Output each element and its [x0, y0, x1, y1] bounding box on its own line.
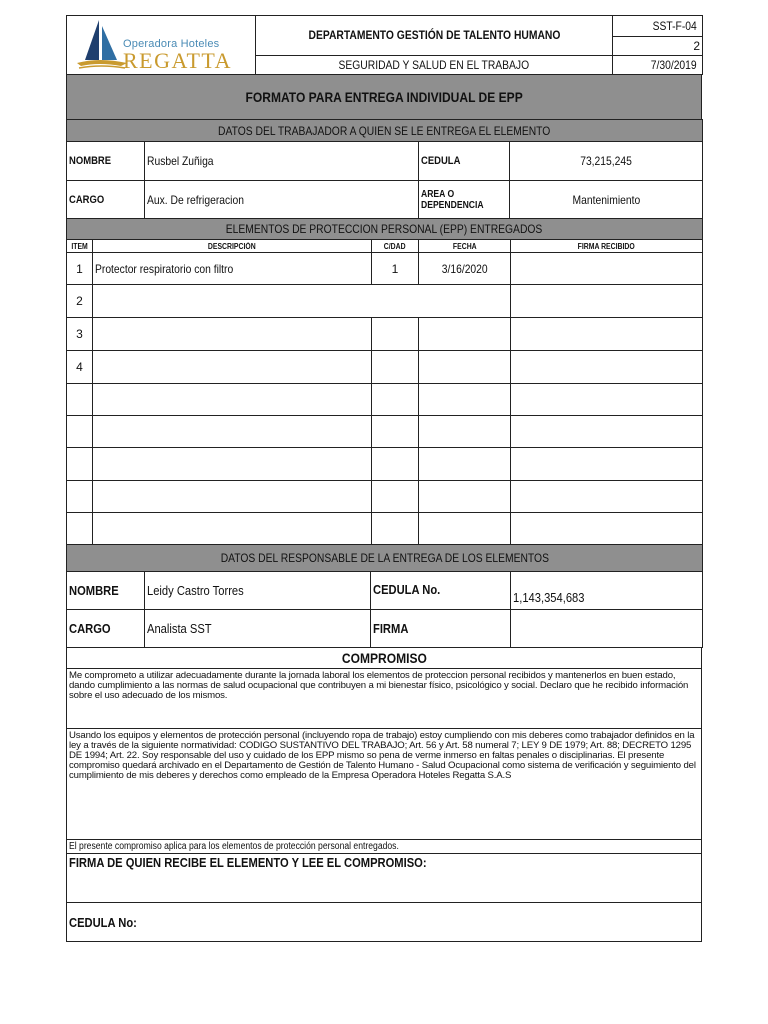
commitment-table [66, 647, 702, 942]
responsible-name-value: Leidy Castro Torres [145, 572, 371, 610]
responsible-signature-field [511, 610, 703, 648]
table-row [67, 481, 703, 513]
receiver-signature-field: FIRMA DE QUIEN RECIBE EL ELEMENTO Y LEE EL COMPROMISO: [67, 854, 702, 903]
row-description [93, 351, 372, 384]
row-quantity: 1 [372, 253, 419, 285]
epp-section-title: ELEMENTOS DE PROTECCION PERSONAL (EPP) ENTREGADOS [67, 219, 703, 240]
responsible-section-title: DATOS DEL RESPONSABLE DE LA ENTREGA DE LOS ELEMENTOS [67, 545, 703, 572]
col-item-header: ITEM [67, 240, 93, 253]
worker-dept-label: AREA O DEPENDENCIA [419, 181, 510, 219]
col-signature-header: FIRMA RECIBIDO [511, 240, 703, 253]
logo-text-top: Operadora Hoteles [123, 38, 220, 50]
company-logo [67, 16, 256, 75]
table-row [67, 513, 703, 545]
header-table [66, 15, 703, 75]
responsible-name-label: NOMBRE [67, 572, 145, 610]
epp-delivery-form [66, 15, 702, 942]
row-signature [511, 253, 703, 285]
col-date-header: FECHA [419, 240, 511, 253]
area-title: SEGURIDAD Y SALUD EN EL TRABAJO [256, 55, 613, 74]
row-description: Protector respiratorio con filtro [93, 253, 372, 285]
epp-table [66, 218, 703, 545]
worker-dept-value: Mantenimiento [510, 181, 703, 219]
document-code: SST-F-04 [613, 16, 703, 37]
worker-id-value: 73,215,245 [510, 142, 703, 181]
worker-role-label: CARGO [67, 181, 145, 219]
document-date: 7/30/2019 [613, 55, 703, 74]
row-date [419, 318, 511, 351]
department-title: DEPARTAMENTO GESTIÓN DE TALENTO HUMANO [256, 16, 613, 56]
row-signature [511, 318, 703, 351]
responsible-id-value: 1,143,354,683 [511, 572, 703, 610]
worker-section-title: DATOS DEL TRABAJADOR A QUIEN SE LE ENTREGA EL ELEMENTO [67, 120, 703, 142]
commitment-title: COMPROMISO [67, 648, 702, 669]
receiver-id-field: CEDULA No: [67, 903, 702, 942]
table-row [67, 318, 703, 351]
row-quantity [372, 351, 419, 384]
worker-name-label: NOMBRE [67, 142, 145, 181]
row-item: 1 [67, 253, 93, 285]
table-row [67, 285, 703, 318]
document-version: 2 [613, 37, 703, 55]
commitment-applies-note: El presente compromiso aplica para los elementos de protección personal entregados. [67, 840, 702, 854]
logo-text-main: REGATTA [123, 48, 232, 73]
form-title-table [66, 74, 702, 120]
row-description [93, 318, 372, 351]
table-row [67, 416, 703, 448]
table-row [67, 448, 703, 481]
table-row [67, 384, 703, 416]
table-row [67, 253, 703, 285]
worker-role-value: Aux. De refrigeracion [145, 181, 419, 219]
row-quantity [372, 318, 419, 351]
responsible-signature-label: FIRMA [371, 610, 511, 648]
responsible-id-label: CEDULA No. [371, 572, 511, 610]
row-signature [511, 285, 703, 318]
row-item: 3 [67, 318, 93, 351]
responsible-table [66, 544, 703, 648]
responsible-role-label: CARGO [67, 610, 145, 648]
table-row [67, 351, 703, 384]
row-date [419, 351, 511, 384]
col-quantity-header: C/DAD [372, 240, 419, 253]
sailboat-icon [71, 16, 131, 74]
row-item: 4 [67, 351, 93, 384]
row-signature [511, 351, 703, 384]
row-description [93, 285, 511, 318]
row-date: 3/16/2020 [419, 253, 511, 285]
commitment-paragraph-2: Usando los equipos y elementos de protección personal (incluyendo ropa de trabajo) estoy cumpliendo con mis deberes como trabajador definidos en la ley a través de la siguiente normatividad: CODIGO SUSTANTIVO DEL TRABAJO; Art. 56 y Art. 58 numeral 7; LEY 9 DE 1979; Art. 88; DECRETO 1295 DE 1994; Art. 22. Soy responsable del uso y cuidado de los EPP mismo so pena de verme inmerso en faltas penales o disciplinarias. El presente compromiso quedará archivado en el Departamento de Gestión de Talento Humano - Salud Ocupacional como sistema de verificación y seguimiento del cumplimiento de mis deberes y derechos como empleado de la Empresa Operadora Hoteles Regatta S.A.S [67, 729, 702, 840]
worker-id-label: CEDULA [419, 142, 510, 181]
commitment-paragraph-1: Me comprometo a utilizar adecuadamente durante la jornada laboral los elementos de proteccion personal recibidos y mantenerlos en buen estado, dando cumplimiento a las normas de salud ocupacional que contribuyen a mi bienestar físico, psicológico y social. Declaro que he recibido información sobre el uso adecuado de los mismos. [67, 669, 702, 729]
responsible-role-value: Analista SST [145, 610, 371, 648]
worker-name-value: Rusbel Zuñiga [145, 142, 419, 181]
row-item: 2 [67, 285, 93, 318]
form-title: FORMATO PARA ENTREGA INDIVIDUAL DE EPP [67, 75, 702, 120]
col-description-header: DESCRIPCIÓN [93, 240, 372, 253]
worker-table [66, 119, 703, 219]
